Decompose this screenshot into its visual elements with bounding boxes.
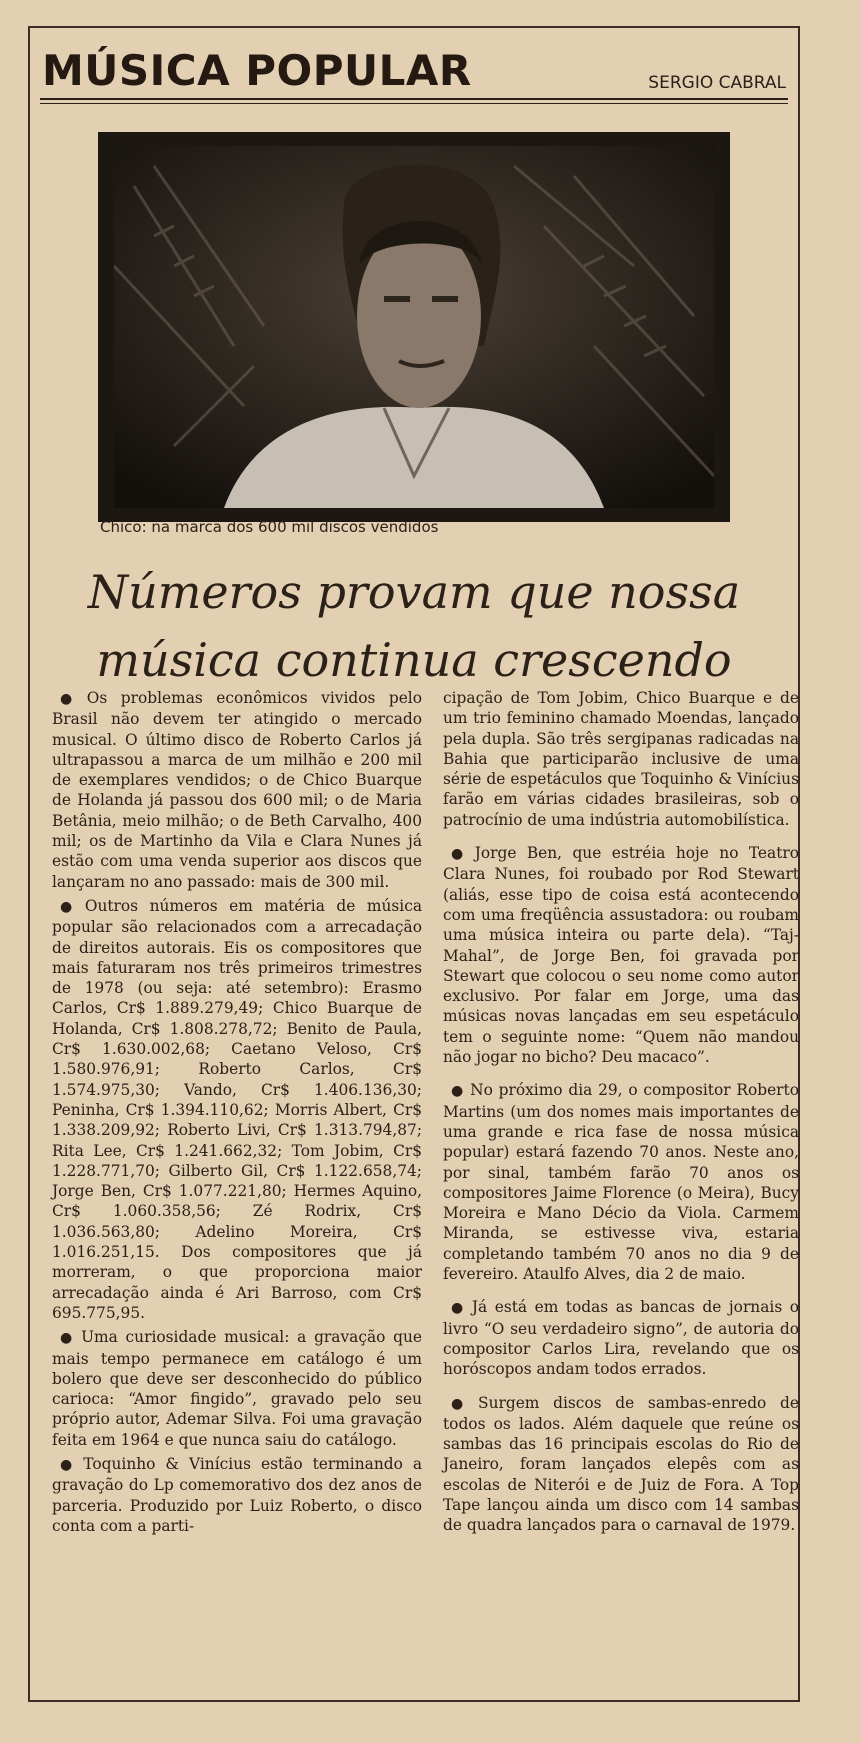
bullet-icon: ● — [451, 1300, 466, 1317]
photo — [98, 132, 730, 522]
paragraph: ● Uma curiosidade musical: a gravação que mais tempo permanece em catálogo é um bolero que deve ser desconhecido do público carioca: “Amor fingido”, gravado pelo seu próprio autor, Ademar Silva. Foi uma gravação feita em 1964 e que nunca saiu do catálogo. — [52, 1328, 423, 1449]
paragraph: cipação de Tom Jobim, Chico Buarque e de um trio feminino chamado Moendas, lançado pela dupla. São três sergipanas radicadas na Bahia que participarão inclusive de uma série de espetáculos que Toquinho & Vinícius farão em várias cidades brasileiras, sob o patrocínio de uma indústria automobilística. — [443, 689, 799, 829]
paragraph: ● No próximo dia 29, o compositor Roberto Martins (um dos nomes mais importantes de uma grande e rica fase de nossa música popular) estará fazendo 70 anos. Neste ano, por sinal, também farão 70 anos os compositores Jaime Florence (o Meira), Bucy Moreira e Mano Décio da Viola. Carmem Miranda, se estivesse viva, estaria completando também 70 anos no dia 9 de fevereiro. Ataulfo Alves, dia 2 de maio. — [443, 1081, 799, 1284]
header-rule-thin — [40, 103, 788, 104]
section-title: MÚSICA POPULAR — [42, 46, 472, 95]
paragraph: ● Toquinho & Vinícius estão terminando a gravação do Lp comemorativo dos dez anos de parceria. Produzido por Luiz Roberto, o disco conta com a parti- — [52, 1454, 422, 1535]
paragraph: ● Jorge Ben, que estréia hoje no Teatro Clara Nunes, foi roubado por Rod Stewart (aliás, esse tipo de coisa está acontecendo com uma freqüência assustadora: ou roubam uma música inteira ou parte dela). “Taj-Mahal”, de Jorge Ben, foi gravada por Stewart que colocou o seu nome como autor exclusivo. Por falar em Jorge, uma das músicas novas lançadas em seu espetáculo tem o seguinte nome: “Quem não mandou não jogar no bicho? Deu macaco”. — [443, 844, 800, 1067]
headline — [40, 558, 788, 694]
byline: SERGIO CABRAL — [648, 73, 786, 93]
bullet-icon: ● — [60, 1456, 78, 1473]
bullet-icon: ● — [451, 1083, 465, 1100]
bullet-icon: ● — [60, 898, 79, 915]
bullet-icon: ● — [451, 1395, 473, 1412]
photo-caption: Chico: na marca dos 600 mil discos vendidos — [100, 518, 439, 536]
headline-line-1: Números provam que nossa — [87, 565, 741, 619]
bullet-icon: ● — [451, 846, 469, 863]
bullet-icon: ● — [60, 691, 81, 707]
newspaper-clipping — [28, 26, 800, 1702]
paragraph: ● Já está em todas as bancas de jornais o livro “O seu verdadeiro signo”, de autoria do compositor Carlos Lira, revelando que os horóscopos andam todos errados. — [443, 1298, 799, 1379]
header-rule — [40, 98, 788, 100]
bullet-icon: ● — [60, 1330, 76, 1347]
headline-line-2: música continua crescendo — [96, 633, 732, 687]
article-column-left — [52, 688, 422, 1540]
article-column-right — [443, 688, 799, 1549]
paragraph: ● Os problemas econômicos vividos pelo Brasil não devem ter atingido o mercado musical. O último disco de Roberto Carlos já ultrapassou a marca de um milhão e 200 mil de exemplares vendidos; o de Chico Buarque de Holanda já passou dos 600 mil; o de Maria Betânia, meio milhão; o de Beth Carvalho, 400 mil; os de Martinho da Vila e Clara Nunes já estão com uma venda superior aos discos que lançaram no ano passado: mais de 300 mil. — [52, 689, 423, 891]
paragraph: ● Surgem discos de sambas-enredo de todos os lados. Além daquele que reúne os sambas das 16 principais escolas do Rio de Janeiro, foram lançados elepês com as escolas de Niterói e de Juiz de Fora. A Top Tape lançou ainda um disco com 14 sambas de quadra lançados para o carnaval de 1979. — [443, 1393, 799, 1535]
portrait-photo — [114, 146, 714, 508]
paragraph: ● Outros números em matéria de música popular são relacionados com a arrecadação de direitos autorais. Eis os compositores que mais faturaram nos três primeiros trimestres de 1978 (ou seja: até setembro): Erasmo Carlos, Cr$ 1.889.279,49; Chico Buarque de Holanda, Cr$ 1.808.278,72; Benito de Paula, Cr$ 1.630.002,68; Caetano Veloso, Cr$ 1.580.976,91; Roberto Carlos, Cr$ 1.574.975,30; Vando, Cr$ 1.406.136,30; Peninha, Cr$ 1.394.110,62; Morris Albert, Cr$ 1.338.209,92; Roberto Livi, Cr$ 1.313.794,87; Rita Lee, Cr$ 1.241.662,32; Tom Jobim, Cr$ 1.228.771,70; Gilberto Gil, Cr$ 1.122.658,74; Jorge Ben, Cr$ 1.077.221,80; Hermes Aquino, Cr$ 1.060.358,56; Zé Rodrix, Cr$ 1.036.563,80; Adelino Moreira, Cr$ 1.016.251,15. Dos compositores que já morreram, o que proporciona maior arrecadação ainda é Ari Barroso, com Cr$ 695.775,95. — [52, 896, 422, 1322]
